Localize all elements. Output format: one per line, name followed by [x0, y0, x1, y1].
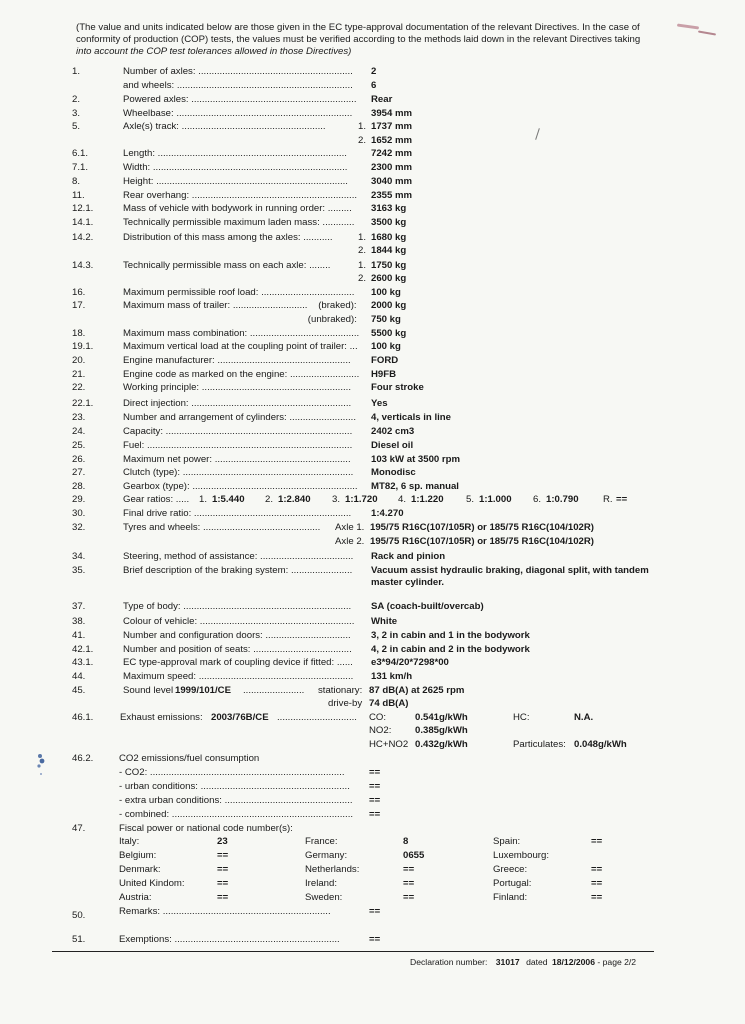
item-label: Capacity: ......................................................................: [123, 426, 353, 437]
item-value: e3*94/20*7298*00: [371, 657, 449, 668]
fiscal-title: Fiscal power or national code number(s):: [119, 823, 293, 834]
item-label: Steering, method of assistance: ...................................: [123, 551, 354, 562]
item-number: 17.: [72, 300, 86, 311]
co2-item-label: - extra urban conditions: ................................................: [119, 795, 353, 806]
country-label: Denmark:: [119, 864, 161, 875]
item-value: Monodisc: [371, 467, 416, 478]
item-value: 3500 kg: [371, 217, 407, 228]
item-label: Powered axles: ..............................................................: [123, 94, 357, 105]
item-label: Gear ratios: .....: [123, 494, 190, 505]
item-value: 2000 kg: [371, 300, 407, 311]
pen-tick-mark: [535, 128, 540, 140]
item-value: H9FB: [371, 369, 397, 380]
item-value: 2600 kg: [371, 273, 407, 284]
item-number: 38.: [72, 616, 86, 627]
item-value: SA (coach-built/overcab): [371, 601, 484, 612]
country-label: Greece:: [493, 864, 528, 875]
hc-label: HC:: [513, 712, 530, 723]
country-value: ==: [217, 892, 229, 903]
item-number: 16.: [72, 287, 86, 298]
item-value: 6: [371, 80, 377, 91]
item-label: Tyres and wheels: ............................................: [123, 522, 321, 533]
driveby-value: 74 dB(A): [369, 698, 409, 709]
item-number: 50.: [72, 910, 86, 921]
item-label: Wheelbase: ..................................................................: [123, 108, 353, 119]
footer-divider: [52, 951, 654, 952]
axle-label: Axle 2.: [335, 536, 365, 547]
item-number: 22.1.: [72, 398, 94, 409]
declaration-date: 18/12/2006: [551, 957, 595, 967]
item-label: Width: .........................................................................: [123, 162, 348, 173]
item-number: 46.2.: [72, 753, 94, 764]
hc-no2-value: 0.432g/kWh: [415, 739, 468, 750]
item-number: 18.: [72, 328, 86, 339]
item-value: 1680 kg: [371, 232, 407, 243]
item-value: 5500 kg: [371, 328, 407, 339]
item-label: Technically permissible maximum laden mass: ............: [123, 217, 355, 228]
item-label: Colour of vehicle: ..........................................................: [123, 616, 355, 627]
sound-directive: 1999/101/CE: [175, 685, 232, 696]
intro-paragraph: [76, 22, 676, 58]
country-label: Austria:: [119, 892, 152, 903]
item-value: 7242 mm: [371, 148, 413, 159]
exemptions-value: ==: [369, 934, 381, 945]
item-label: Fuel: .............................................................................: [123, 440, 353, 451]
item-label: Height: ........................................................................: [123, 176, 348, 187]
item-sub-label: (unbraked):: [307, 314, 357, 325]
item-label: Number of axles: ..........................................................: [123, 66, 353, 77]
item-number: 42.1.: [72, 644, 94, 655]
item-label: Length: .......................................................................: [123, 148, 347, 159]
country-value: 23: [217, 836, 228, 847]
item-number: 2.: [72, 94, 81, 105]
item-number: 8.: [72, 176, 81, 187]
item-sub-label: 2.: [358, 135, 367, 146]
hc-value: N.A.: [574, 712, 594, 723]
stain-icon: [36, 752, 45, 778]
item-number: 46.1.: [72, 712, 94, 723]
ink-mark: [698, 30, 716, 35]
ink-mark: [677, 23, 699, 29]
item-number: 29.: [72, 494, 86, 505]
country-label: Netherlands:: [305, 864, 360, 875]
item-label: Technically permissible mass on each axle: ........: [123, 260, 331, 271]
item-label: EC type-approval mark of coupling device if fitted: ......: [123, 657, 353, 668]
item-label: Engine code as marked on the engine: ..........................: [123, 369, 360, 380]
item-number: 14.2.: [72, 232, 94, 243]
item-number: 14.3.: [72, 260, 94, 271]
item-label: Maximum vertical load at the coupling point of trailer: ...: [123, 341, 358, 352]
intro-line-1: (The value and units indicated below are those given in the EC type-approval documentation of the relevant Directives. In the case of: [76, 22, 640, 33]
item-number: 5.: [72, 121, 81, 132]
gear-4-num: 4.: [398, 494, 407, 505]
item-number: 32.: [72, 522, 86, 533]
country-value: ==: [403, 892, 415, 903]
item-value: 2: [371, 66, 377, 77]
item-value: White: [371, 616, 398, 627]
item-label: Brief description of the braking system: .......................: [123, 565, 353, 576]
country-value: ==: [403, 864, 415, 875]
item-value: 3040 mm: [371, 176, 413, 187]
country-label: United Kindom:: [119, 878, 185, 889]
item-value: Diesel oil: [371, 440, 414, 451]
item-number: 23.: [72, 412, 86, 423]
item-number: 12.1.: [72, 203, 94, 214]
item-label: Distribution of this mass among the axles: ...........: [123, 232, 333, 243]
item-sub-label: 1.: [358, 260, 367, 271]
item-number: 7.1.: [72, 162, 89, 173]
item-number: 19.1.: [72, 341, 94, 352]
country-value: ==: [217, 850, 229, 861]
country-value: ==: [217, 864, 229, 875]
declaration-number: 31017: [495, 957, 520, 967]
item-value: 2355 mm: [371, 190, 413, 201]
item-number: 22.: [72, 382, 86, 393]
item-number: 1.: [72, 66, 81, 77]
dated-label: dated: [526, 957, 548, 967]
item-number: 34.: [72, 551, 86, 562]
item-label: Mass of vehicle with bodywork in running order: .........: [123, 203, 352, 214]
gear-2-num: 2.: [265, 494, 274, 505]
item-value: 1844 kg: [371, 245, 407, 256]
intro-line-2: conformity of production (COP) tests, the values must be verified according to the methods laid down in the relevant Directives taking: [76, 34, 641, 45]
co2-item-label: - urban conditions: ........................................................: [119, 781, 350, 792]
item-value: 100 kg: [371, 341, 401, 352]
item-value: 3954 mm: [371, 108, 413, 119]
item-value: 1:4.270: [371, 508, 404, 519]
item-value: 1737 mm: [371, 121, 413, 132]
exhaust-dots: ..............................: [277, 712, 357, 723]
item-number: 47.: [72, 823, 86, 834]
item-number: 43.1.: [72, 657, 94, 668]
item-number: 14.1.: [72, 217, 94, 228]
gear-3-value: 1:1.720: [345, 494, 378, 505]
item-label: Maximum permissible roof load: ...................................: [123, 287, 355, 298]
braking-value: master cylinder.: [371, 577, 445, 588]
item-number: 37.: [72, 601, 86, 612]
item-value: Rear: [371, 94, 393, 105]
co2-title: CO2 emissions/fuel consumption: [119, 753, 260, 764]
gear-reverse-value: ==: [616, 494, 628, 505]
item-value: Four stroke: [371, 382, 424, 393]
item-value: 1750 kg: [371, 260, 407, 271]
item-label: Maximum net power: ...................................................: [123, 454, 351, 465]
co2-item-value: ==: [369, 767, 381, 778]
country-value: 0655: [403, 850, 425, 861]
item-number: 6.1.: [72, 148, 89, 159]
exhaust-directive: 2003/76B/CE: [211, 712, 269, 723]
item-label: and wheels: ..................................................................: [123, 80, 353, 91]
country-value: ==: [591, 864, 603, 875]
item-number: 3.: [72, 108, 81, 119]
gear-6-value: 1:0.790: [546, 494, 579, 505]
gear-5-value: 1:1.000: [479, 494, 512, 505]
tyre-axle-1-value: 195/75 R16C(107/105R) or 185/75 R16C(104/102R): [370, 522, 594, 533]
co2-item-value: ==: [369, 781, 381, 792]
gear-2-value: 1:2.840: [278, 494, 311, 505]
item-label: Exemptions: ..............................................................: [119, 934, 340, 945]
item-number: 25.: [72, 440, 86, 451]
country-label: Spain:: [493, 836, 521, 847]
item-value: 750 kg: [371, 314, 401, 325]
country-label: Belgium:: [119, 850, 157, 861]
gear-3-num: 3.: [332, 494, 341, 505]
braking-value: Vacuum assist hydraulic braking, diagonal split, with tandem: [371, 565, 649, 576]
co2-item-value: ==: [369, 809, 381, 820]
particulates-label: Particulates:: [513, 739, 566, 750]
item-value: 3, 2 in cabin and 1 in the bodywork: [371, 630, 530, 641]
item-value: Yes: [371, 398, 388, 409]
stationary-value: 87 dB(A) at 2625 rpm: [369, 685, 465, 696]
item-value: 2300 mm: [371, 162, 413, 173]
country-value: ==: [403, 878, 415, 889]
item-label: Axle(s) track: ......................................................: [123, 121, 326, 132]
co-label: CO:: [369, 712, 387, 723]
country-label: Sweden:: [305, 892, 343, 903]
item-label: Working principle: ........................................................: [123, 382, 352, 393]
gear-1-value: 1:5.440: [212, 494, 245, 505]
country-label: Portugal:: [493, 878, 532, 889]
item-label: Maximum speed: ..........................................................: [123, 671, 354, 682]
item-value: 4, 2 in cabin and 2 in the bodywork: [371, 644, 530, 655]
country-label: Germany:: [305, 850, 348, 861]
item-label: Rear overhang: ..............................................................: [123, 190, 358, 201]
gear-4-value: 1:1.220: [411, 494, 444, 505]
item-value: 100 kg: [371, 287, 401, 298]
item-sub-label: 1.: [358, 121, 367, 132]
item-number: 51.: [72, 934, 86, 945]
item-number: 26.: [72, 454, 86, 465]
country-value: ==: [591, 892, 603, 903]
item-number: 35.: [72, 565, 86, 576]
item-label: Number and position of seats: .....................................: [123, 644, 352, 655]
item-value: 1652 mm: [371, 135, 413, 146]
item-value: 4, verticals in line: [371, 412, 451, 423]
item-value: MT82, 6 sp. manual: [371, 481, 459, 492]
item-label: Clutch (type): ................................................................: [123, 467, 354, 478]
no2-value: 0.385g/kWh: [415, 725, 468, 736]
co2-item-label: - CO2: .........................................................................: [119, 767, 345, 778]
item-label: Direct injection: ............................................................: [123, 398, 352, 409]
item-value: 2402 cm3: [371, 426, 415, 437]
country-label: France:: [305, 836, 338, 847]
gear-6-num: 6.: [533, 494, 542, 505]
country-value: ==: [217, 878, 229, 889]
gear-reverse-label: R.: [603, 494, 613, 505]
driveby-label: drive-by: [328, 698, 363, 709]
country-label: Ireland:: [305, 878, 337, 889]
item-number: 11.: [72, 190, 85, 201]
particulates-value: 0.048g/kWh: [574, 739, 627, 750]
co2-item-label: - combined: ....................................................................: [119, 809, 354, 820]
axle-label: Axle 1.: [335, 522, 365, 533]
intro-line-3: into account the COP test tolerances allowed in those Directives): [76, 46, 352, 57]
country-label: Finland:: [493, 892, 528, 903]
no2-label: NO2:: [369, 725, 392, 736]
page-number: - page 2/2: [597, 957, 637, 967]
item-number: 24.: [72, 426, 86, 437]
item-label: Gearbox (type): ..............................................................: [123, 481, 358, 492]
declaration-label: Declaration number:: [410, 957, 488, 967]
country-value: 8: [403, 836, 409, 847]
item-value: 131 km/h: [371, 671, 413, 682]
item-label: Type of body: ...............................................................: [123, 601, 352, 612]
item-sub-label: 2.: [358, 273, 367, 284]
country-value: ==: [591, 878, 603, 889]
hc-no2-label: HC+NO2: [369, 739, 409, 750]
item-label: Engine manufacturer: ..................................................: [123, 355, 351, 366]
item-value: FORD: [371, 355, 399, 366]
stationary-label: stationary:: [318, 685, 363, 696]
country-label: Luxembourg:: [493, 850, 549, 861]
remarks-value: ==: [369, 906, 381, 917]
country-label: Italy:: [119, 836, 140, 847]
co2-item-value: ==: [369, 795, 381, 806]
item-label: Maximum mass combination: .........................................: [123, 328, 360, 339]
sound-dots: .......................: [243, 685, 305, 696]
item-number: 44.: [72, 671, 86, 682]
item-number: 45.: [72, 685, 86, 696]
item-label: Final drive ratio: ...........................................................: [123, 508, 352, 519]
item-label: Maximum mass of trailer: ............................: [123, 300, 308, 311]
item-number: 28.: [72, 481, 86, 492]
item-number: 21.: [72, 369, 86, 380]
item-sub-label: 1.: [358, 232, 367, 243]
item-label: Remarks: ...............................................................: [119, 906, 331, 917]
item-label: Number and configuration doors: ................................: [123, 630, 351, 641]
item-value: 103 kW at 3500 rpm: [371, 454, 461, 465]
item-number: 20.: [72, 355, 86, 366]
item-number: 27.: [72, 467, 86, 478]
country-value: ==: [591, 836, 603, 847]
item-value: Rack and pinion: [371, 551, 446, 562]
item-label: Number and arrangement of cylinders: .........................: [123, 412, 357, 423]
item-number: 41.: [72, 630, 86, 641]
item-label: Exhaust emissions:: [120, 712, 203, 723]
gear-5-num: 5.: [466, 494, 475, 505]
tyre-axle-2-value: 195/75 R16C(107/105R) or 185/75 R16C(104/102R): [370, 536, 594, 547]
declaration-footer: [410, 957, 636, 967]
co-value: 0.541g/kWh: [415, 712, 468, 723]
gear-1-num: 1.: [199, 494, 208, 505]
item-value: 3163 kg: [371, 203, 407, 214]
item-label: Sound level: [123, 685, 174, 696]
item-number: 30.: [72, 508, 86, 519]
item-sub-label: 2.: [358, 245, 367, 256]
item-sub-label: (braked):: [318, 300, 357, 311]
